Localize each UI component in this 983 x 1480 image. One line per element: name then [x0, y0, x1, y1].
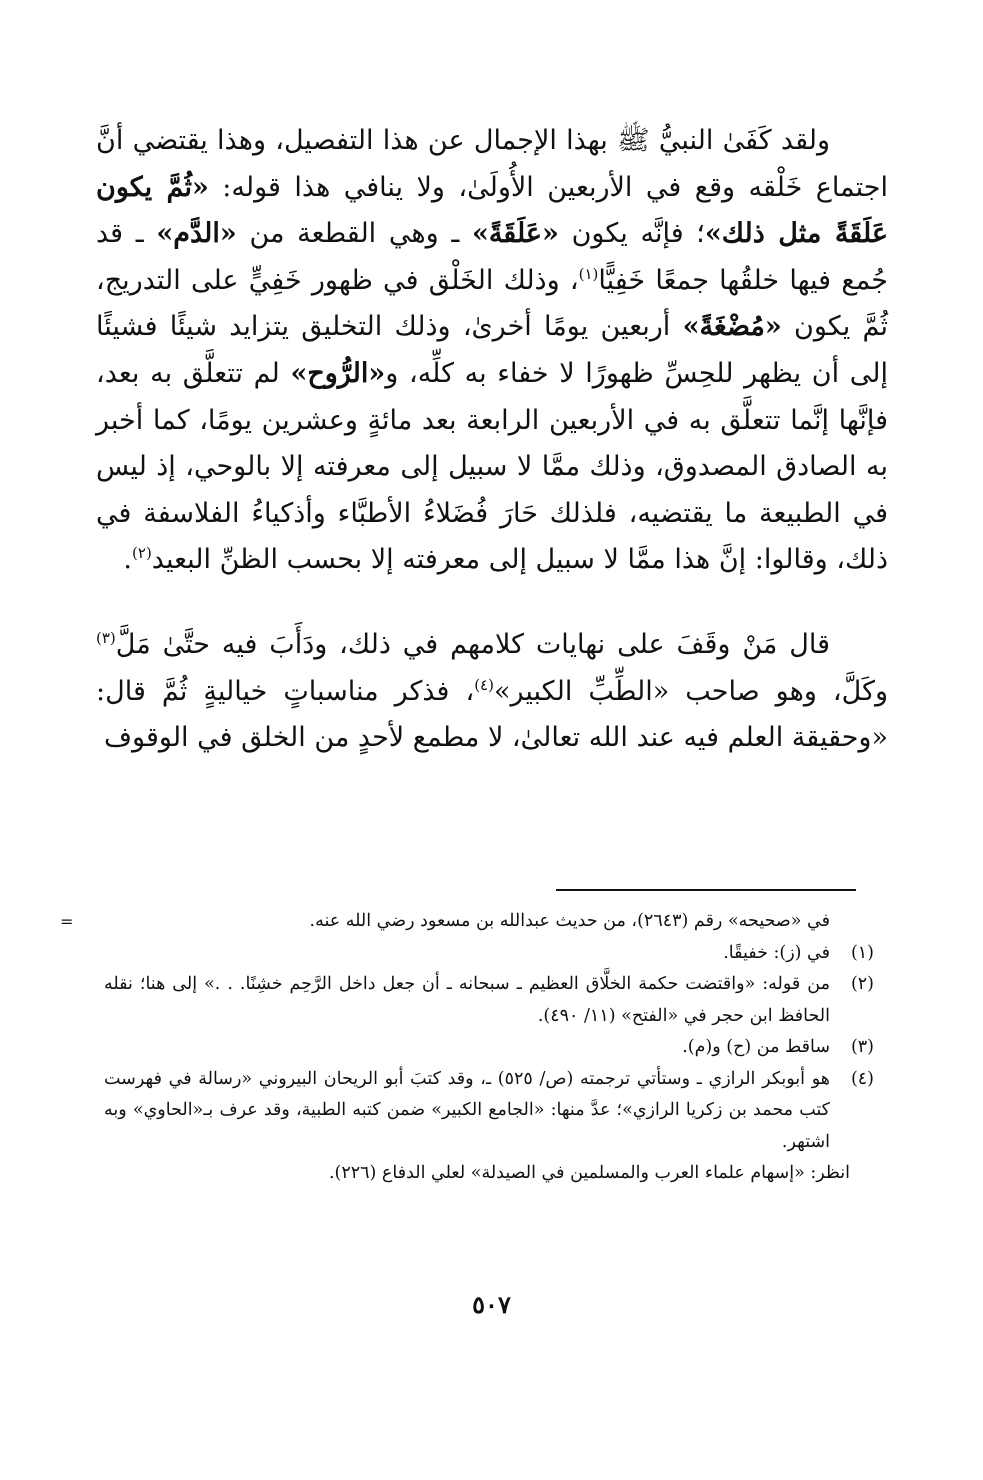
- footnote-ref-4: (٤): [474, 675, 494, 694]
- footnote-3: [104, 1032, 874, 1064]
- paragraph-2: [96, 622, 888, 762]
- p1-text-4: ـ قد جُمع فيها خلقُها جمعًا خَفِيًّا: [96, 218, 888, 296]
- p1-text-1: ولقد كَفَىٰ النبيُّ ﷺ بهذا الإجمال عن هذا التفصيل، وهذا يقتضي أنَّ اجتماع خَلْقه وقع في الأربعين الأُولَىٰ، ولا ينافي هذا قوله:: [96, 125, 889, 203]
- footnote-number: (٣): [850, 1037, 874, 1057]
- p1-text-7: لم تتعلَّق به بعد، فإنَّها إنَّما تتعلَّق به في الأربعين الرابعة بعد مائةٍ وعشرين يومًا، كما أخبر به الصادق المصدوق، وذلك ممَّا لا سبيل إلى معرفته إلا بالوحي، إذ ليس في الطبيعة ما يقتضيه، فلذلك حَارَ فُضَلاءُ الأطبَّاء وأذكياءُ الفلاسفة في ذلك، وقالوا: إنَّ هذا ممَّا لا سبيل إلى معرفته إلا بحسب الظنِّ البعيد: [96, 357, 888, 576]
- p1-text-2: ؛ فإنَّه يكون: [558, 218, 705, 250]
- main-text: [96, 118, 888, 762]
- footnote-text: هو أبوبكر الرازي ـ وستأتي ترجمته (ص/ ٥٢٥) ـ، وقد كتبَ أبو الريحان البيروني «رسالة في فهرست كتب محمد بن زكريا الرازي»؛ عدَّ منها: «الجامع الكبير» ضمن كتبه الطبية، وقد عرف بـ«الحاوي» وبه اشتهر.: [104, 1068, 830, 1152]
- footnote-divider: [556, 889, 856, 891]
- footnote-reference: انظر: «إسهام علماء العرب والمسلمين في الصيدلة» لعلي الدفاع (٢٢٦).: [328, 1163, 850, 1183]
- p1-quote-4: «مُضْغَةً»: [682, 311, 782, 343]
- p1-quote-2: «عَلَقَةً»: [471, 218, 559, 250]
- p1-text-5: ، وذلك الخَلْق في ظهور خَفِيٍّ على التدريج، ثُمَّ يكون: [96, 264, 888, 343]
- footnote-2: [104, 969, 874, 1032]
- p2-text-2: وكَلَّ، وهو صاحب «الطِّبِّ الكبير»: [493, 675, 888, 707]
- p1-quote-3: «الدَّم»: [156, 218, 237, 250]
- p1-quote-5: «الرُّوح»: [290, 357, 386, 389]
- p2-text-1: قال مَنْ وقَفَ على نهايات كلامهم في ذلك، ودَأَبَ فيه حتَّىٰ مَلَّ: [115, 628, 830, 660]
- footnote-text: من قوله: «واقتضت حكمة الخلَّاق العظيم ـ سبحانه ـ أن جعل داخل الرَّحِم خشِنًا. . .» إلى هنا؛ نقله الحافظ ابن حجر في «الفتح» (١١/ ٤٩٠).: [104, 974, 830, 1026]
- footnotes-section: [60, 906, 874, 1190]
- p2-text-3: ، فذكر مناسباتٍ خياليةٍ ثُمَّ قال: «وحقيقة العلم فيه عند الله تعالىٰ، لا مطمع لأحدٍ من الخلق في الوقوف: [96, 675, 888, 754]
- footnote-number: (١): [850, 942, 874, 963]
- continuation-mark: =: [60, 912, 74, 931]
- page-number: ٥٠٧: [472, 1290, 511, 1319]
- p1-text-6: أربعين يومًا أخرىٰ، وذلك التخليق يتزايد شيئًا فشيئًا إلى أن يظهر للحِسِّ ظهورًا لا خفاء به كلِّه، و: [96, 311, 888, 389]
- footnote-1: [104, 938, 874, 970]
- footnote-ref-2: (٢): [132, 544, 152, 563]
- footnote-continuation-text: في «صحيحه» رقم (٢٦٤٣)، من حديث عبدالله بن مسعود رضي الله عنه.: [309, 911, 830, 931]
- p1-text-3: ـ وهي القطعة من: [236, 218, 472, 250]
- footnote-4: [104, 1064, 874, 1159]
- footnote-number: (٢): [850, 974, 874, 994]
- footnote-continuation: [60, 906, 874, 938]
- footnote-text: في (ز): خفيقًا.: [723, 942, 830, 963]
- paragraph-1: [96, 118, 888, 584]
- p1-text-8: .: [123, 544, 133, 576]
- footnote-number: (٤): [850, 1068, 874, 1089]
- footnote-text: ساقط من (ح) و(م).: [682, 1037, 830, 1057]
- footnote-ref-1: (١): [578, 264, 599, 283]
- p1-quote-1: «ثُمَّ يكون عَلَقَةً مثل ذلك»: [96, 171, 889, 250]
- footnote-ref-3: (٣): [96, 628, 116, 647]
